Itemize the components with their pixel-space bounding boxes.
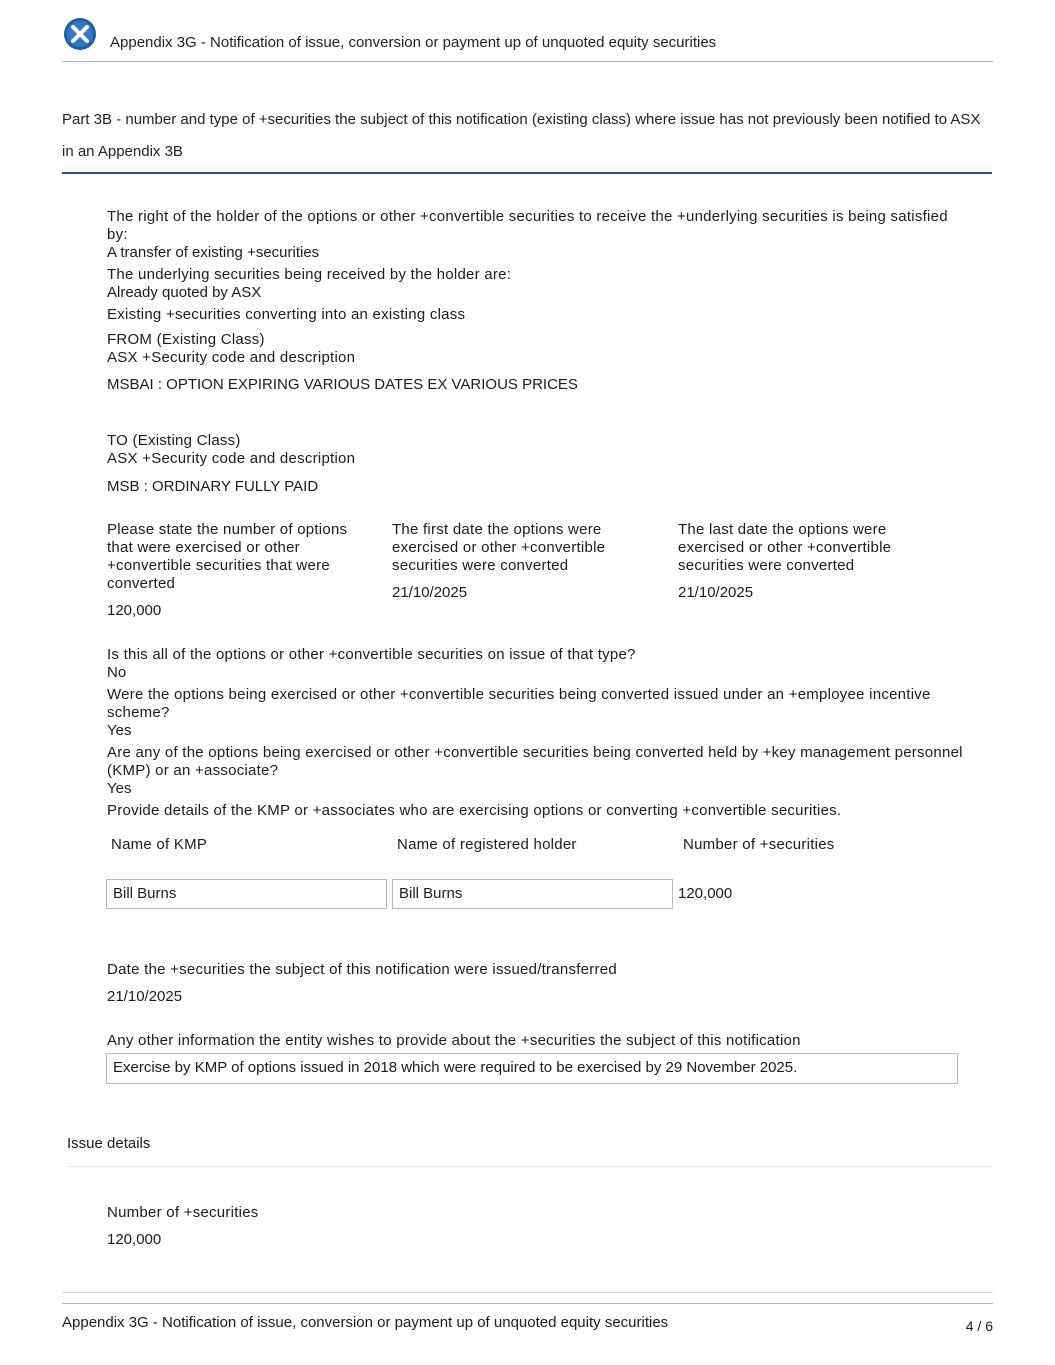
part-title-divider xyxy=(62,172,992,174)
kmp-number-cell: 120,000 xyxy=(678,885,733,902)
last-date-value: 21/10/2025 xyxy=(678,584,754,601)
kmp-held-value: Yes xyxy=(107,780,132,797)
registered-holder-cell: Bill Burns xyxy=(392,879,673,909)
to-heading: TO (Existing Class) xyxy=(107,432,241,449)
from-subheading: ASX +Security code and description xyxy=(107,349,356,366)
header-title: Appendix 3G - Notification of issue, conversion or payment up of unquoted equity securities xyxy=(110,34,717,51)
all-options-label: Is this all of the options or other +convertible securities on issue of that type? xyxy=(107,646,636,663)
kmp-table-header-holder: Name of registered holder xyxy=(397,836,577,853)
issue-details-divider xyxy=(67,1166,993,1167)
other-info-label: Any other information the entity wishes to provide about the +securities the subject of this notification xyxy=(107,1032,801,1049)
employee-scheme-value: Yes xyxy=(107,722,132,739)
kmp-name-cell: Bill Burns xyxy=(106,879,387,909)
other-info-box: Exercise by KMP of options issued in 2018 which were required to be exercised by 29 November 2025. xyxy=(106,1053,958,1084)
last-date-label: The last date the options were exercised or other +convertible securities were converted xyxy=(678,521,892,574)
options-exercised-label: Please state the number of options that were exercised or other +convertible securities that were converted xyxy=(107,521,348,592)
date-issued-value: 21/10/2025 xyxy=(107,988,183,1005)
kmp-details-label: Provide details of the KMP or +associates who are exercising options or converting +convertible securities. xyxy=(107,802,842,819)
date-issued-label: Date the +securities the subject of this notification were issued/transferred xyxy=(107,961,617,978)
kmp-table-header-number: Number of +securities xyxy=(683,836,835,853)
kmp-table-header-name: Name of KMP xyxy=(111,836,208,853)
asx-logo-icon xyxy=(63,17,97,51)
footer-title: Appendix 3G - Notification of issue, conversion or payment up of unquoted equity securities xyxy=(62,1314,669,1331)
first-date-label: The first date the options were exercised or other +convertible securities were converted xyxy=(392,521,606,574)
footer-divider xyxy=(62,1303,993,1304)
number-securities-label: Number of +securities xyxy=(107,1204,259,1221)
from-value: MSBAI : OPTION EXPIRING VARIOUS DATES EX VARIOUS PRICES xyxy=(107,376,578,393)
issue-details-heading: Issue details xyxy=(67,1135,151,1152)
underlying-label: The underlying securities being received by the holder are: xyxy=(107,266,512,283)
existing-converting-heading: Existing +securities converting into an existing class xyxy=(107,306,466,323)
all-options-value: No xyxy=(107,664,127,681)
part-title: Part 3B - number and type of +securities the subject of this notification (existing class) where issue has not previously been notified to ASX in an Appendix 3B xyxy=(62,111,981,160)
number-securities-value: 120,000 xyxy=(107,1231,162,1248)
header-divider xyxy=(62,61,993,62)
to-subheading: ASX +Security code and description xyxy=(107,450,356,467)
underlying-value: Already quoted by ASX xyxy=(107,284,262,301)
right-satisfied-value: A transfer of existing +securities xyxy=(107,244,320,261)
first-date-value: 21/10/2025 xyxy=(392,584,468,601)
from-heading: FROM (Existing Class) xyxy=(107,331,265,348)
options-exercised-value: 120,000 xyxy=(107,602,162,619)
to-value: MSB : ORDINARY FULLY PAID xyxy=(107,478,319,495)
page-number: 4 / 6 xyxy=(965,1318,993,1334)
employee-scheme-label: Were the options being exercised or other +convertible securities being converted issued under an +employee incentive scheme? xyxy=(107,686,931,721)
right-satisfied-label: The right of the holder of the options or other +convertible securities to receive the +underlying securities is being satisfied by: xyxy=(107,208,948,243)
footer-divider-top xyxy=(62,1292,993,1293)
kmp-held-label: Are any of the options being exercised or other +convertible securities being converted held by +key management personnel (KMP) or an +associate? xyxy=(107,744,963,779)
